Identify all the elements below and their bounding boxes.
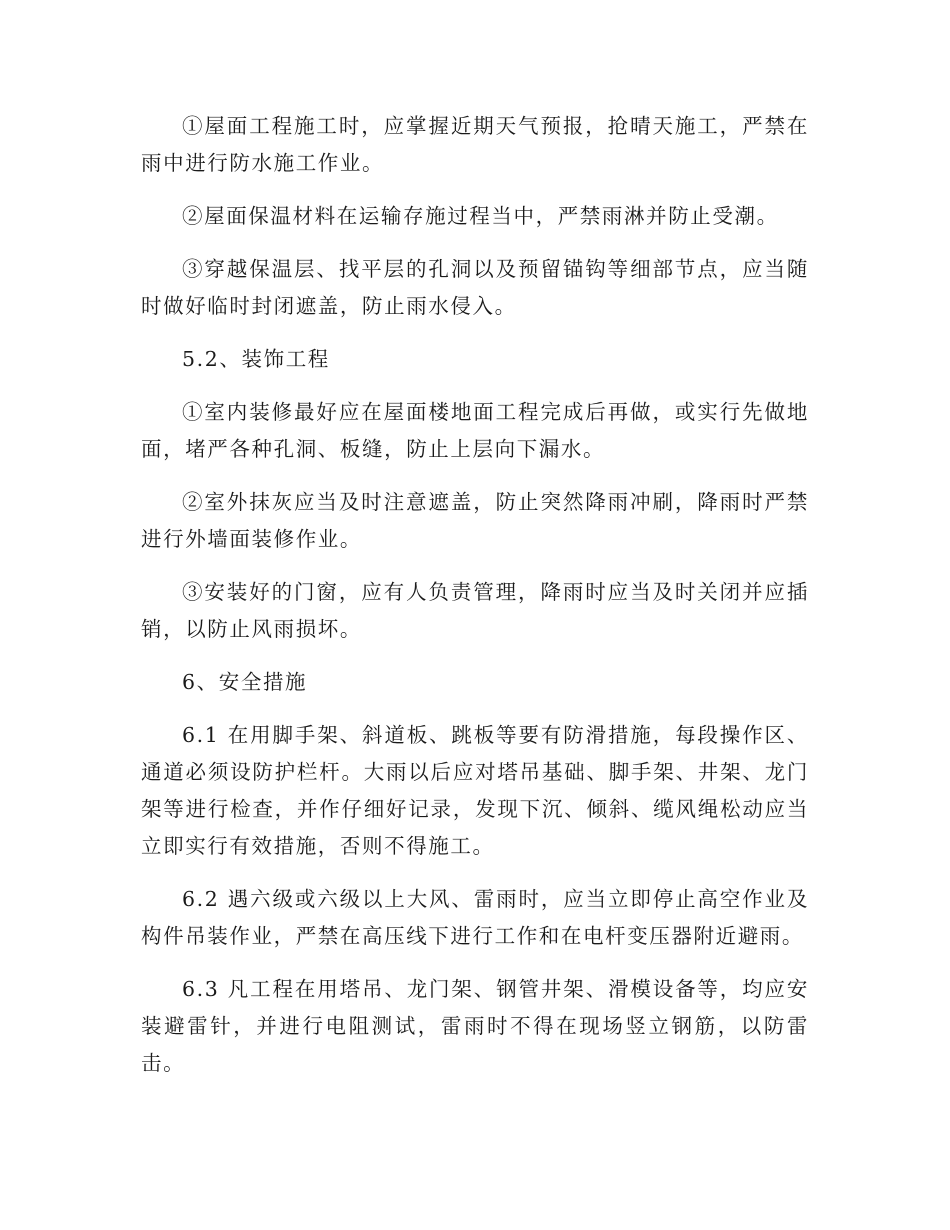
- paragraph-doors-windows: ③安装好的门窗，应有人负责管理，降雨时应当及时关闭并应插销，以防止风雨损坏。: [141, 580, 809, 641]
- section-heading-safety: 6、安全措施: [182, 670, 308, 694]
- paragraph-roof-insulation: ②屋面保温材料在运输存施过程当中，严禁雨淋并防止受潮。: [182, 204, 779, 228]
- section-heading-decoration: 5.2、装饰工程: [182, 347, 330, 371]
- paragraph-safety-scaffold: 6.1 在用脚手架、斜道板、跳板等要有防滑措施，每段操作区、通道必须设防护栏杆。大雨以后应对塔吊基础、脚手架、井架、龙门架等进行检查，并作仔细好记录，发现下沉、倾斜、缆风绳松动应当立即实行有效措施，否则不得施工。: [141, 723, 809, 858]
- paragraph-exterior-plaster: ②室外抹灰应当及时注意遮盖，防止突然降雨冲刷，降雨时严禁进行外墙面装修作业。: [141, 490, 809, 551]
- paragraph-safety-lightning: 6.3 凡工程在用塔吊、龙门架、钢管井架、滑模设备等，均应安装避雷针，并进行电阻测试，雷雨时不得在现场竖立钢筋，以防雷击。: [141, 977, 809, 1075]
- paragraph-interior-decoration: ①室内装修最好应在屋面楼地面工程完成后再做，或实行先做地面，堵严各种孔洞、板缝，防止上层向下漏水。: [141, 400, 809, 461]
- paragraph-roof-openings: ③穿越保温层、找平层的孔洞以及预留锚钩等细部节点，应当随时做好临时封闭遮盖，防止雨水侵入。: [141, 257, 809, 318]
- paragraph-safety-wind: 6.2 遇六级或六级以上大风、雷雨时，应当立即停止高空作业及构件吊装作业，严禁在高压线下进行工作和在电杆变压器附近避雨。: [141, 887, 809, 948]
- paragraph-roof-weather: ①屋面工程施工时，应掌握近期天气预报，抢晴天施工，严禁在雨中进行防水施工作业。: [141, 114, 809, 175]
- document-body: [141, 108, 809, 1082]
